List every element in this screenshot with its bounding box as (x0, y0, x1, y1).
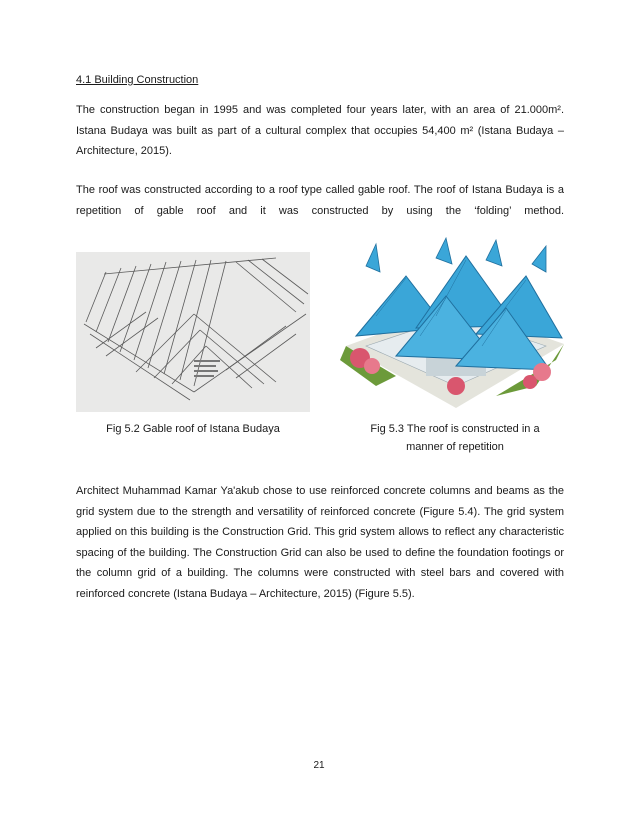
figure-5-3-caption-line2: manner of repetition (406, 441, 504, 453)
gable-roof-diagram-image (76, 252, 310, 412)
gable-roof-diagram-drawing (76, 252, 310, 412)
figure-5-2-caption: Fig 5.2 Gable roof of Istana Budaya (106, 423, 280, 435)
istana-budaya-illustration-image (336, 236, 570, 412)
figure-5-3-caption (350, 420, 560, 456)
paragraph-construction: The construction began in 1995 and was completed four years later, with an area of 21.000m². Istana Budaya was built as part of a cultural complex that occupies 54,400 m² (Istana Budaya – Architecture, 2015). (76, 104, 564, 157)
paragraph-grid-system: Architect Muhammad Kamar Ya'akub chose to use reinforced concrete columns and beams as the grid system due to the strength and versatility of reinforced concrete (Figure 5.4). The grid system applied on this building is the Construction Grid. This grid system allows to reflect any characteristic spacing of the building. The Construction Grid can also be used to define the foundation footings or the column grid of a building. The columns were constructed with steel bars and covered with reinforced concrete (Istana Budaya – Architecture, 2015) (Figure 5.5). (76, 485, 564, 600)
istana-budaya-illustration-drawing (336, 236, 570, 412)
figure-5-3-caption-line1: Fig 5.3 The roof is constructed in a (370, 423, 540, 435)
section-heading: 4.1 Building Construction (76, 74, 199, 86)
page-number: 21 (313, 760, 325, 771)
paragraph-roof: The roof was constructed according to a roof type called gable roof. The roof of Istana Budaya is a repetition of gable roof and it was constructed by using the ‘folding’ method. (76, 184, 564, 217)
